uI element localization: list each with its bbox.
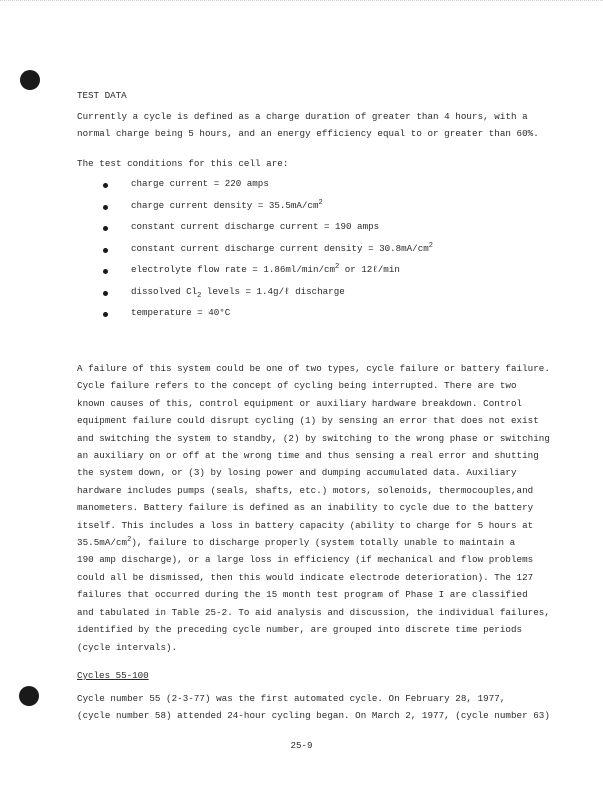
paragraph-line: itself. This includes a loss in battery capacity (ability to charge for 5 hours at — [77, 519, 534, 531]
condition-item — [77, 243, 577, 265]
condition-text: charge current = 220 amps — [131, 178, 269, 189]
bullet-icon — [103, 183, 108, 188]
paragraph-line: $35.5mA/cm^2$), failure to discharge properly (system totally unable to maintain a — [77, 536, 516, 549]
condition-item — [77, 221, 577, 243]
section-heading-test-data: TEST DATA — [77, 90, 127, 101]
paragraph-line: known causes of this, control equipment or auxiliary hardware breakdown. Control — [77, 397, 523, 409]
paragraph-line: 190 amp discharge), or a large loss in efficiency (if mechanical and flow problems — [77, 554, 534, 566]
section-heading-cycles: Cycles 55-100 — [77, 670, 149, 681]
paragraph-line: and tabulated in Table 25-2. To aid analysis and discussion, the individual failures, — [77, 606, 550, 618]
paragraph-line: A failure of this system could be one of two types, cycle failure or battery failure. — [77, 363, 550, 374]
bullet-icon — [103, 312, 108, 317]
page-number: 25-9 — [290, 740, 313, 751]
failure-paragraph — [77, 360, 577, 656]
paragraph-line: (cycle intervals). — [77, 641, 178, 653]
scan-top-edge — [0, 0, 603, 4]
condition-text: constant current discharge current = 190 amps — [131, 221, 380, 232]
bullet-icon — [103, 269, 108, 274]
condition-item — [77, 178, 577, 200]
condition-item — [77, 264, 577, 286]
bullet-icon — [103, 205, 108, 210]
paragraph-line: equipment failure could disrupt cycling (1) by sensing an error that does not exist — [77, 415, 539, 427]
test-conditions-list — [77, 178, 577, 329]
condition-text: constant current discharge current density = $30.8mA/cm^2$ — [131, 241, 433, 254]
paragraph-line: identified by the preceding cycle number, are grouped into discrete time periods — [77, 624, 523, 636]
condition-text: temperature = 40°C — [131, 307, 231, 318]
condition-item — [77, 286, 577, 308]
intro-line-2: normal charge being 5 hours, and an energy efficiency equal to or greater than 60%. — [77, 128, 539, 140]
paragraph-line: failures that occurred during the 15 month test program of Phase I are classified — [77, 589, 528, 601]
conditions-intro: The test conditions for this cell are: — [77, 158, 289, 169]
paragraph-line: manometers. Battery failure is defined as an inability to cycle due to the battery — [77, 502, 534, 514]
intro-line-1: Currently a cycle is defined as a charge duration of greater than 4 hours, with a — [77, 111, 528, 122]
paragraph-line: Cycle failure refers to the concept of cycling being interrupted. There are two — [77, 380, 517, 392]
paragraph-line: could all be dismissed, then this would indicate electrode deterioration). The 127 — [77, 571, 534, 583]
punch-hole-top — [20, 70, 40, 90]
paragraph-line: an auxiliary on or off at the wrong time and thus sensing a real error and shutting — [77, 450, 539, 462]
condition-text: charge current density = $35.5mA/cm^2$ — [131, 198, 323, 211]
condition-text: dissolved $Cl_2$ levels = 1.4g/ℓ discharge — [131, 285, 345, 300]
bullet-icon — [103, 291, 108, 296]
bullet-icon — [103, 248, 108, 253]
paragraph-line: Cycle number 55 (2-3-77) was the first automated cycle. On February 28, 1977, — [77, 693, 506, 704]
bullet-icon — [103, 226, 108, 231]
paragraph-line: hardware includes pumps (seals, shafts, etc.) motors, solenoids, thermocouples,and — [77, 484, 534, 496]
paragraph-line: and switching the system to standby, (2) by switching to the wrong phase or switching — [77, 432, 550, 444]
condition-item — [77, 307, 577, 329]
punch-hole-bottom — [19, 686, 39, 706]
paragraph-line: the system down, or (3) by losing power and dumping accumulated data. Auxiliary — [77, 467, 517, 479]
condition-text: electrolyte flow rate = $1.86ml/\min/cm^2$ or 12ℓ/min — [131, 262, 400, 275]
cycles-paragraph — [77, 690, 577, 725]
intro-paragraph — [77, 108, 577, 143]
paragraph-line: (cycle number 58) attended 24-hour cycling began. On March 2, 1977, (cycle number 63) — [77, 710, 550, 722]
condition-item — [77, 200, 577, 222]
